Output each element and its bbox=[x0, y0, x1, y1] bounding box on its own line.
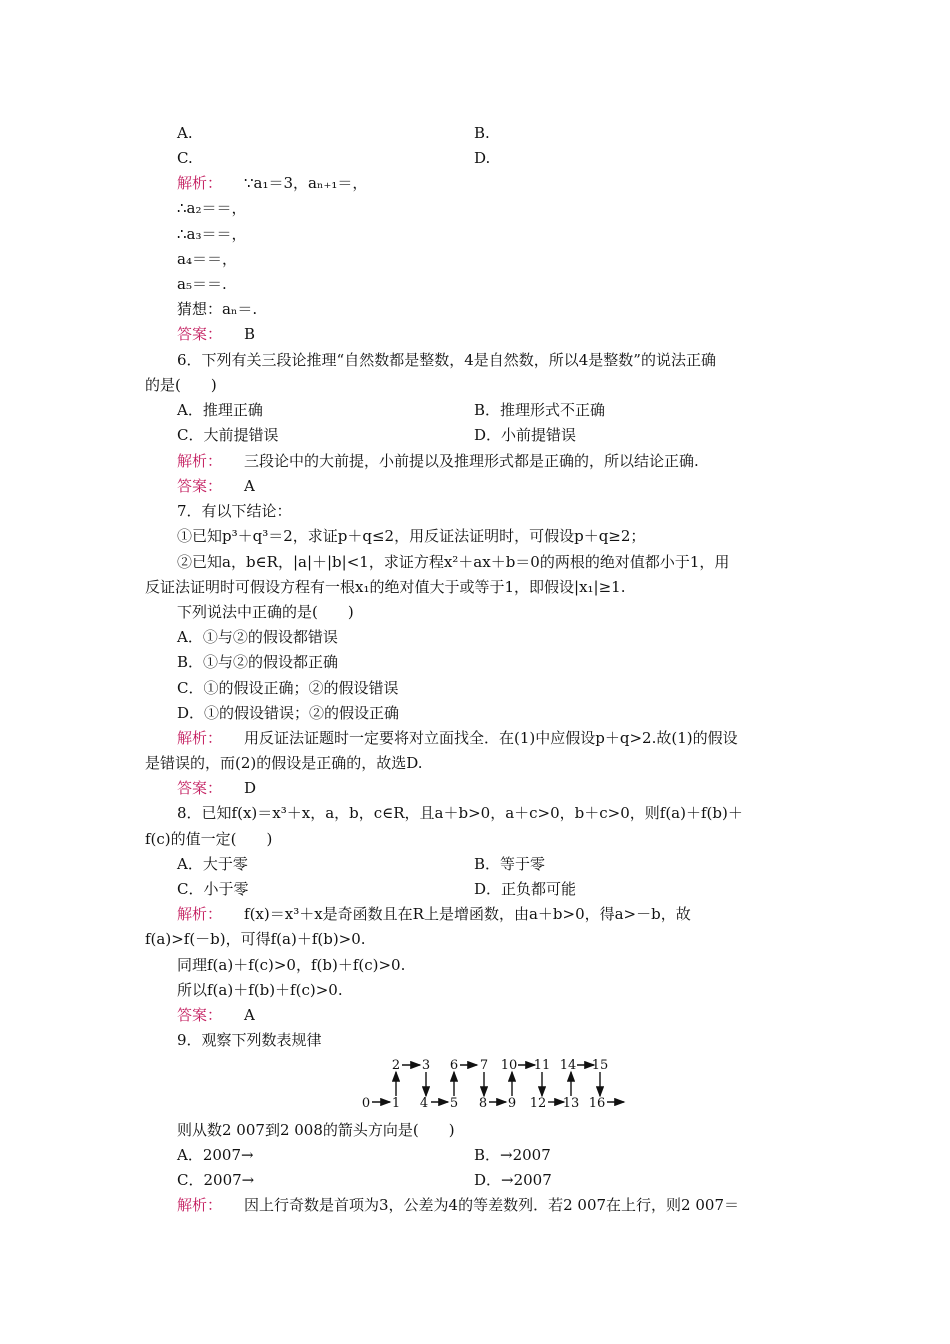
q7-option-b: B．①与②的假设都正确 bbox=[177, 653, 339, 671]
q7-analysis-cont: 是错误的，而(2)的假设是正确的，故选D. bbox=[145, 754, 423, 772]
top-number: 3 bbox=[421, 1058, 431, 1073]
q5-option-b: B. bbox=[474, 124, 490, 142]
q7-option-a: A．①与②的假设都错误 bbox=[177, 628, 338, 646]
q7-item-1: ①已知p³＋q³＝2，求证p＋q≤2，用反证法证明时，可假设p＋q≥2； bbox=[177, 527, 646, 545]
q5-analysis-line bbox=[177, 173, 367, 193]
analysis-label: 解析： bbox=[177, 1196, 223, 1214]
q5-conjecture: 猜想：aₙ＝. bbox=[177, 300, 258, 318]
analysis-label: 解析： bbox=[177, 452, 223, 470]
top-number: 7 bbox=[479, 1058, 489, 1073]
analysis-label: 解析： bbox=[177, 174, 223, 192]
q9-option-d: D．→2007 bbox=[474, 1171, 552, 1189]
q7-answer: D bbox=[244, 779, 257, 797]
answer-label: 答案： bbox=[177, 477, 223, 495]
top-number: 6 bbox=[449, 1058, 459, 1073]
q8-answer-line bbox=[177, 1005, 255, 1025]
q5-analysis-text: ∵a₁＝3，aₙ₊₁＝， bbox=[244, 174, 368, 192]
bottom-number: 12 bbox=[529, 1096, 547, 1111]
q6-analysis-line bbox=[177, 451, 699, 471]
q5-option-d: D. bbox=[474, 149, 491, 167]
bottom-number: 4 bbox=[419, 1096, 429, 1111]
answer-label: 答案： bbox=[177, 779, 223, 797]
bottom-number: 16 bbox=[588, 1096, 606, 1111]
q6-answer-line bbox=[177, 476, 255, 496]
q5-analysis-line-5: a₅＝＝. bbox=[177, 275, 227, 293]
bottom-number: 9 bbox=[507, 1096, 517, 1111]
q8-analysis-line-4: 所以f(a)＋f(b)＋f(c)>0. bbox=[177, 981, 343, 999]
top-number: 15 bbox=[591, 1058, 609, 1073]
q6-option-a: A．推理正确 bbox=[177, 401, 263, 419]
q5-answer: B bbox=[244, 325, 256, 343]
top-number: 2 bbox=[391, 1058, 401, 1073]
analysis-label: 解析： bbox=[177, 729, 223, 747]
q7-option-c: C．①的假设正确；②的假设错误 bbox=[177, 679, 399, 697]
q8-option-b: B．等于零 bbox=[474, 855, 546, 873]
q6-answer: A bbox=[244, 477, 255, 495]
q8-answer: A bbox=[244, 1006, 255, 1024]
q7-analysis-line bbox=[177, 728, 738, 748]
analysis-label: 解析： bbox=[177, 905, 223, 923]
q7-stem: 7．有以下结论： bbox=[177, 502, 292, 520]
bottom-number: 0 bbox=[361, 1096, 371, 1111]
q8-analysis-text: f(x)＝x³＋x是奇函数且在R上是增函数，由a＋b>0，得a>－b，故 bbox=[244, 905, 691, 923]
q9-analysis-text: 因上行奇数是首项为3，公差为4的等差数列．若2 007在上行，则2 007＝ bbox=[244, 1196, 739, 1214]
q6-stem-cont: 的是( ) bbox=[145, 376, 217, 394]
bottom-number: 1 bbox=[391, 1096, 401, 1111]
bottom-number: 5 bbox=[449, 1096, 459, 1111]
q8-analysis-cont: f(a)>f(－b)，可得f(a)＋f(b)>0. bbox=[145, 930, 366, 948]
q6-stem: 6．下列有关三段论推理“自然数都是整数，4是自然数，所以4是整数”的说法正确 bbox=[177, 351, 716, 369]
q6-option-d: D．小前提错误 bbox=[474, 426, 577, 444]
q6-analysis-text: 三段论中的大前提，小前提以及推理形式都是正确的，所以结论正确. bbox=[244, 452, 699, 470]
top-number: 10 bbox=[500, 1058, 518, 1073]
answer-label: 答案： bbox=[177, 1006, 223, 1024]
q5-option-a: A. bbox=[177, 124, 193, 142]
top-number: 11 bbox=[533, 1058, 551, 1073]
q7-analysis-text: 用反证法证题时一定要将对立面找全．在(1)中应假设p＋q>2.故(1)的假设 bbox=[244, 729, 738, 747]
q7-item-2-cont: 反证法证明时可假设方程有一根x₁的绝对值大于或等于1，即假设|x₁|≥1. bbox=[145, 578, 626, 596]
answer-label: 答案： bbox=[177, 325, 223, 343]
number-table-diagram bbox=[356, 1052, 636, 1116]
q7-ask: 下列说法中正确的是( ) bbox=[177, 603, 354, 621]
q8-option-d: D．正负都可能 bbox=[474, 880, 577, 898]
q9-option-a: A．2007→ bbox=[177, 1146, 254, 1164]
top-number: 14 bbox=[559, 1058, 577, 1073]
q5-analysis-line-2: ∴a₂＝＝， bbox=[177, 199, 247, 217]
q6-option-c: C．大前提错误 bbox=[177, 426, 279, 444]
q5-answer-line bbox=[177, 324, 255, 344]
q8-option-a: A．大于零 bbox=[177, 855, 248, 873]
bottom-number: 13 bbox=[562, 1096, 580, 1111]
q5-analysis-line-3: ∴a₃＝＝， bbox=[177, 225, 247, 243]
q5-analysis-line-4: a₄＝＝， bbox=[177, 250, 237, 268]
q7-answer-line bbox=[177, 778, 256, 798]
q8-stem-cont: f(c)的值一定( ) bbox=[145, 830, 273, 848]
q8-stem: 8．已知f(x)＝x³＋x，a，b，c∈R，且a＋b>0，a＋c>0，b＋c>0，则f(a)＋f(b)＋ bbox=[177, 804, 743, 822]
q9-option-c: C．2007→ bbox=[177, 1171, 255, 1189]
q7-item-2: ②已知a，b∈R，|a|＋|b|<1，求证方程x²＋ax＋b＝0的两根的绝对值都小于1，用 bbox=[177, 553, 730, 571]
q5-option-c: C. bbox=[177, 149, 193, 167]
bottom-number: 8 bbox=[478, 1096, 488, 1111]
q9-stem: 9．观察下列数表规律 bbox=[177, 1031, 322, 1049]
q8-analysis-line bbox=[177, 904, 691, 924]
q6-option-b: B．推理形式不正确 bbox=[474, 401, 606, 419]
q7-option-d: D．①的假设错误；②的假设正确 bbox=[177, 704, 400, 722]
q8-option-c: C．小于零 bbox=[177, 880, 249, 898]
q8-analysis-line-3: 同理f(a)＋f(c)>0，f(b)＋f(c)>0. bbox=[177, 956, 406, 974]
q9-analysis-line bbox=[177, 1195, 739, 1215]
q9-ask: 则从数2 007到2 008的箭头方向是( ) bbox=[177, 1121, 455, 1139]
q9-option-b: B．→2007 bbox=[474, 1146, 551, 1164]
